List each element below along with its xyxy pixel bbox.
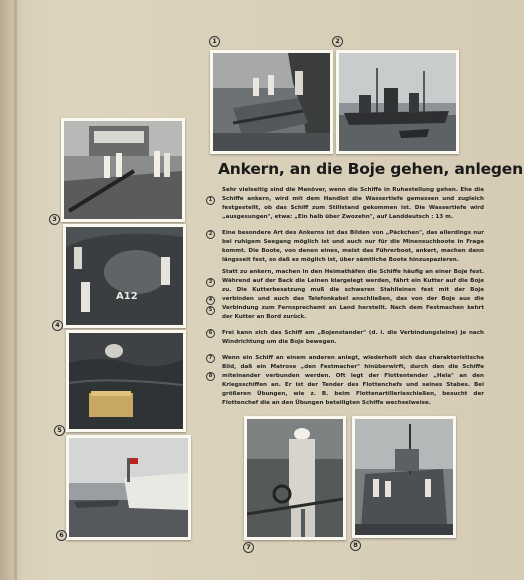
photo-8 (352, 416, 456, 538)
margin-marker-8: 8 (206, 372, 215, 381)
paragraph-1: Sehr vielseitig sind die Manöver, wenn die Schiffe in Ruhestellung gehen. Ehe die Schiffe ankern, wird mit dem Handlot die Wassertiefe gemessen und zugleich festgestellt, ob das Schiff zum Stillstand gekommen ist. Die Wassertiefe wird „ausgesungen", etwa: „Ein halb über Zwozehn", auf Landdeutsch : 13 m. (222, 187, 484, 220)
photo-1 (210, 50, 333, 154)
photo-6-image (69, 438, 188, 537)
page-title: Ankern, an die Boje gehen, anlegen (218, 160, 523, 178)
photo-number-8: 8 (350, 540, 361, 551)
paragraph-3: Statt zu ankern, machen in den Heimathäfen die Schiffe häufig an einer Boje fest. Während auf der Back die Leinen klargelegt werden, fährt ein Kutter auf die Boje zu. Die Kutterbesatzung muß die schweren Stahlleinen fest mit der Boje verbinden und auch das Telefonkabel anschließen, das von der Boje aus die Verbindung zum Fernsprechamt an Land herstellt. Nach dem Festmachen kehrt der Kutter an Bord zurück. (222, 269, 484, 320)
photo-7 (244, 416, 346, 540)
photo-5 (66, 330, 186, 432)
margin-marker-6: 6 (206, 329, 215, 338)
photo-4 (63, 224, 186, 328)
photo-number-5: 5 (54, 425, 65, 436)
photo-2 (336, 50, 459, 154)
photo-number-6: 6 (56, 530, 67, 541)
photo-number-2: 2 (332, 36, 343, 47)
photo-7-image (247, 419, 343, 537)
paragraph-2: Eine besondere Art des Ankerns ist das Bilden von „Päckchen", das allerdings nur bei ruhigem Seegang möglich ist und auch nur für die Minensuchboote in Frage kommt. Die Boote, von denen eines, meist das Führerboot, ankert, machen dann längsseit fest, so daß es möglich ist, über sämtliche Boote hinzuspazieren. (222, 230, 484, 263)
photo-6 (66, 435, 191, 540)
photo-4-image (66, 227, 183, 325)
photo-number-1: 1 (209, 36, 220, 47)
svg-text:A12: A12 (116, 291, 138, 302)
margin-marker-3: 3 (206, 278, 215, 287)
photo-number-4: 4 (52, 320, 63, 331)
photo-3 (61, 118, 185, 222)
paragraph-4: Frei kann sich das Schiff am „Bojenstander" (d. i. die Verbindungsleine) je nach Windrichtung um die Boje bewegen. (222, 330, 484, 345)
margin-marker-5: 5 (206, 306, 215, 315)
photo-1-image (213, 53, 330, 151)
photo-2-image (339, 53, 456, 151)
margin-marker-4: 4 (206, 296, 215, 305)
photo-number-7: 7 (243, 542, 254, 553)
photo-number-3: 3 (49, 214, 60, 225)
margin-marker-1: 1 (206, 196, 215, 205)
margin-marker-2: 2 (206, 230, 215, 239)
photo-3-image (64, 121, 182, 219)
paragraph-5: Wenn ein Schiff an einem anderen anlegt, wiederholt sich das charakteristische Bild, daß ein Matrose „den Festmacher" hinüberwirft, durch den die Schiffe miteinander verbunden werden. Oft legt der Flottentender „Hela" an den Kriegsschiffen an. Er ist der Tender des Flottenchefs und seines Stabes. Bei größeren Übungen, wie z. B. beim Flottenartillerieschießen, besucht der Flottenchef die an den Übungen beteiligten Schiffe wechselweise. (222, 355, 484, 406)
photo-8-image (355, 419, 453, 535)
margin-marker-7: 7 (206, 354, 215, 363)
photo-5-image (69, 333, 183, 429)
